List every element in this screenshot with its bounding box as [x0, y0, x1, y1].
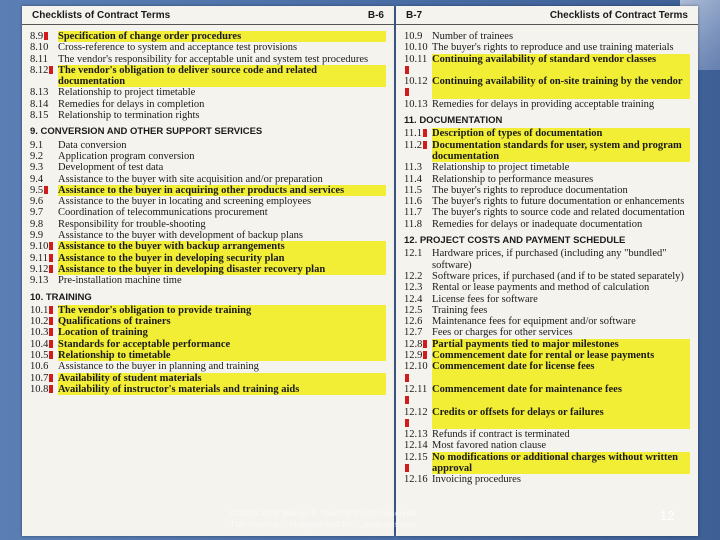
right-header-title: Checklists of Contract Terms — [549, 9, 688, 21]
checklist-item — [404, 294, 690, 305]
item-text: Rental or lease payments and method of calculation — [432, 282, 650, 294]
highlighted-checklist-item — [30, 264, 386, 275]
highlighted-checklist-item — [30, 350, 386, 361]
item-text: Relationship to performance measures — [432, 173, 594, 185]
item-text: Credits or offsets for delays or failures — [432, 407, 690, 430]
section-heading: 11. DOCUMENTATION — [404, 115, 503, 127]
left-page-body — [22, 25, 394, 395]
item-text: Relationship to termination rights — [58, 110, 200, 122]
item-text: License fees for software — [432, 293, 538, 305]
item-text: Documentation standards for user, system and program documentation — [432, 140, 690, 163]
highlighted-checklist-item — [30, 316, 386, 327]
item-text: Relationship to project timetable — [58, 87, 196, 99]
item-text: No modifications or additional charges without written approval — [432, 452, 690, 475]
item-text: Training fees — [432, 304, 488, 316]
checklist-item — [404, 305, 690, 316]
item-number: 10.1 — [30, 305, 58, 316]
item-text: The buyer's rights to future documentation or enhancements — [432, 196, 685, 208]
item-number: 9.11 — [30, 253, 58, 264]
item-text: Availability of instructor's materials and training aids — [58, 384, 386, 395]
item-text: The buyer's rights to source code and related documentation — [432, 207, 685, 219]
item-number: 10.13 — [404, 98, 428, 110]
item-text: Relationship to project timetable — [432, 162, 570, 174]
checklist-item — [30, 99, 386, 110]
section-heading: 10. TRAINING — [30, 291, 92, 303]
checklist-item — [30, 87, 386, 98]
slide-number: 12 — [660, 508, 675, 523]
checklist-item — [404, 248, 690, 271]
highlighted-checklist-item — [404, 384, 690, 407]
section-heading: 9. CONVERSION AND OTHER SUPPORT SERVICES — [30, 126, 263, 138]
item-number: 12.8 — [404, 339, 432, 350]
item-number: 8.12 — [30, 65, 58, 88]
item-text: Most favored nation clause — [432, 440, 547, 452]
item-text: Coordination of telecommunications procurement — [58, 207, 268, 219]
item-number: 12.13 — [404, 429, 428, 441]
highlighted-checklist-item — [404, 339, 690, 350]
checklist-item — [404, 429, 690, 440]
item-number: 10.4 — [30, 339, 58, 350]
item-number: 9.2 — [30, 150, 44, 162]
item-text: Commencement date for rental or lease payments — [432, 350, 690, 361]
highlighted-checklist-item — [404, 361, 690, 384]
item-text: Invoicing procedures — [432, 474, 521, 486]
item-text: Continuing availability of on-site training by the vendor — [432, 76, 690, 99]
highlighted-checklist-item — [30, 65, 386, 88]
item-number: 11.3 — [404, 162, 422, 174]
highlighted-checklist-item — [30, 339, 386, 350]
left-document-page — [22, 6, 394, 536]
highlighted-checklist-item — [404, 407, 690, 430]
checklist-item — [30, 196, 386, 207]
highlighted-checklist-item — [30, 384, 386, 395]
left-page-number: B-6 — [367, 9, 384, 21]
item-number: 10.9 — [404, 31, 423, 42]
checklist-item — [30, 42, 386, 53]
right-document-page — [396, 6, 698, 536]
item-text: Hardware prices, if purchased (including any "bundled" software) — [432, 248, 667, 271]
item-number: 12.2 — [404, 270, 423, 282]
item-number: 8.13 — [30, 87, 49, 99]
item-text: Assistance to the buyer with backup arrangements — [58, 241, 386, 252]
checklist-item — [30, 151, 386, 162]
right-page-header — [396, 6, 698, 25]
item-text: Availability of student materials — [58, 373, 386, 384]
checklist-item — [30, 207, 386, 218]
highlighted-checklist-item — [404, 54, 690, 77]
item-text: Assistance to the buyer in developing disaster recovery plan — [58, 264, 386, 275]
item-number: 11.8 — [404, 218, 422, 230]
checklist-item — [404, 99, 690, 110]
item-text: Qualifications of trainers — [58, 316, 386, 327]
item-text: Commencement date for maintenance fees — [432, 384, 690, 407]
item-text: Maintenance fees for equipment and/or software — [432, 316, 636, 328]
item-text: The buyer's rights to reproduce documentation — [432, 184, 628, 196]
checklist-item — [30, 140, 386, 151]
checklist-item — [404, 174, 690, 185]
checklist-item — [404, 282, 690, 293]
item-text: Application program conversion — [58, 150, 195, 162]
item-text: Assistance to the buyer in planning and training — [58, 361, 259, 373]
checklist-item — [404, 271, 690, 282]
item-text: Description of types of documentation — [432, 128, 690, 139]
item-text: Development of test data — [58, 162, 164, 174]
item-number: 12.5 — [404, 304, 423, 316]
item-number: 10.8 — [30, 384, 58, 395]
item-number: 11.1 — [404, 128, 432, 139]
item-text: Remedies for delays in providing acceptable training — [432, 98, 655, 110]
item-text: Cross-reference to system and acceptance test provisions — [58, 42, 298, 54]
item-number: 12.14 — [404, 440, 428, 452]
item-text: The vendor's obligation to provide training — [58, 305, 386, 316]
item-text: Assistance to the buyer in acquiring other products and services — [58, 185, 386, 196]
item-text: Location of training — [58, 327, 386, 338]
item-number: 9.9 — [30, 230, 44, 242]
item-number: 12.10 — [404, 361, 432, 384]
item-number: 9.3 — [30, 162, 44, 174]
checklist-item — [404, 196, 690, 207]
item-text: Responsibility for trouble-shooting — [58, 218, 206, 230]
item-text: Remedies for delays or inadequate documentation — [432, 218, 643, 230]
item-number: 9.10 — [30, 241, 58, 252]
item-number: 8.11 — [30, 53, 48, 65]
item-text: The vendor's responsibility for acceptable unit and system test procedures — [58, 53, 369, 65]
item-number: 10.10 — [404, 42, 428, 54]
item-number: 10.3 — [30, 327, 58, 338]
item-number: 10.11 — [404, 54, 432, 77]
checklist-item — [30, 361, 386, 372]
item-text: Commencement date for license fees — [432, 361, 690, 384]
highlighted-checklist-item — [30, 31, 386, 42]
checklist-item — [404, 327, 690, 338]
highlighted-checklist-item — [404, 128, 690, 139]
highlighted-checklist-item — [30, 327, 386, 338]
item-text: Continuing availability of standard vendor classes — [432, 54, 690, 77]
checklist-item — [404, 219, 690, 230]
item-number: 9.13 — [30, 275, 49, 287]
checklist-item — [404, 207, 690, 218]
item-text: Number of trainees — [432, 31, 514, 42]
item-number: 9.7 — [30, 207, 44, 219]
item-text: Refunds if contract is terminated — [432, 429, 570, 441]
right-page-number: B-7 — [406, 9, 423, 21]
item-number: 9.8 — [30, 218, 44, 230]
item-number: 11.5 — [404, 184, 422, 196]
item-number: 9.5 — [30, 185, 58, 196]
item-number: 9.1 — [30, 139, 44, 151]
item-text: Fees or charges for other services — [432, 327, 573, 339]
item-number: 8.15 — [30, 110, 49, 122]
checklist-item — [404, 42, 690, 53]
checklist-item — [404, 162, 690, 173]
item-text: Remedies for delays in completion — [58, 98, 205, 110]
item-number: 9.12 — [30, 264, 58, 275]
checklist-item — [30, 275, 386, 286]
item-number: 12.1 — [404, 248, 423, 260]
item-number: 11.2 — [404, 140, 432, 163]
left-page-header — [22, 6, 394, 25]
highlighted-checklist-item — [30, 241, 386, 252]
item-text: Data conversion — [58, 139, 127, 151]
highlighted-checklist-item — [404, 452, 690, 475]
item-text: Standards for acceptable performance — [58, 339, 386, 350]
item-number: 12.3 — [404, 282, 423, 294]
item-number: 10.2 — [30, 316, 58, 327]
checklist-item — [30, 230, 386, 241]
item-text: Relationship to timetable — [58, 350, 386, 361]
item-number: 11.4 — [404, 173, 422, 185]
highlighted-checklist-item — [30, 305, 386, 316]
item-number: 10.7 — [30, 373, 58, 384]
highlighted-checklist-item — [30, 185, 386, 196]
item-number: 10.6 — [30, 361, 49, 373]
item-text: Assistance to the buyer with site acquisition and/or preparation — [58, 173, 323, 185]
item-text: The buyer's rights to reproduce and use training materials — [432, 42, 674, 54]
item-number: 10.12 — [404, 76, 432, 99]
item-text: Pre-installation machine time — [58, 275, 182, 287]
checklist-item — [30, 110, 386, 121]
highlighted-checklist-item — [404, 76, 690, 99]
checklist-item — [404, 31, 690, 42]
item-number: 8.9 — [30, 31, 58, 42]
item-number: 9.4 — [30, 173, 44, 185]
highlighted-checklist-item — [404, 140, 690, 163]
item-text: Specification of change order procedures — [58, 31, 386, 42]
item-text: Assistance to the buyer in developing security plan — [58, 253, 386, 264]
checklist-item — [404, 474, 690, 485]
item-number: 8.14 — [30, 98, 49, 110]
copyright-line-2: This material ... changed and for ... purposes only — [230, 519, 417, 529]
item-number: 9.6 — [30, 196, 44, 208]
copyright-footer — [230, 508, 510, 530]
item-text: Software prices, if purchased (and if to be stated separately) — [432, 270, 684, 282]
item-number: 12.15 — [404, 452, 432, 475]
item-text: Assistance to the buyer in locating and screening employees — [58, 196, 312, 208]
item-number: 11.7 — [404, 207, 422, 219]
item-number: 12.12 — [404, 407, 432, 430]
checklist-item — [30, 54, 386, 65]
checklist-item — [30, 162, 386, 173]
checklist-item — [404, 316, 690, 327]
checklist-item — [404, 185, 690, 196]
item-number: 12.7 — [404, 327, 423, 339]
copyright-line-1: © 2006-2008 Warren S. Reid All Rights Reserved — [230, 508, 416, 518]
highlighted-checklist-item — [30, 253, 386, 264]
right-page-body — [396, 25, 698, 486]
checklist-item — [404, 440, 690, 451]
item-number: 8.10 — [30, 42, 49, 54]
item-number: 12.11 — [404, 384, 432, 407]
item-text: Assistance to the buyer with development of backup plans — [58, 230, 303, 242]
item-number: 12.6 — [404, 316, 423, 328]
checklist-item — [30, 174, 386, 185]
highlighted-checklist-item — [404, 350, 690, 361]
item-number: 10.5 — [30, 350, 58, 361]
left-header-title: Checklists of Contract Terms — [32, 9, 171, 21]
item-text: Partial payments tied to major milestones — [432, 339, 690, 350]
item-number: 12.16 — [404, 474, 428, 486]
item-number: 11.6 — [404, 196, 422, 208]
item-number: 12.9 — [404, 350, 432, 361]
item-number: 12.4 — [404, 293, 423, 305]
highlighted-checklist-item — [30, 373, 386, 384]
section-heading: 12. PROJECT COSTS AND PAYMENT SCHEDULE — [404, 235, 626, 247]
item-text: The vendor's obligation to deliver source code and related documentation — [58, 65, 386, 88]
checklist-item — [30, 219, 386, 230]
